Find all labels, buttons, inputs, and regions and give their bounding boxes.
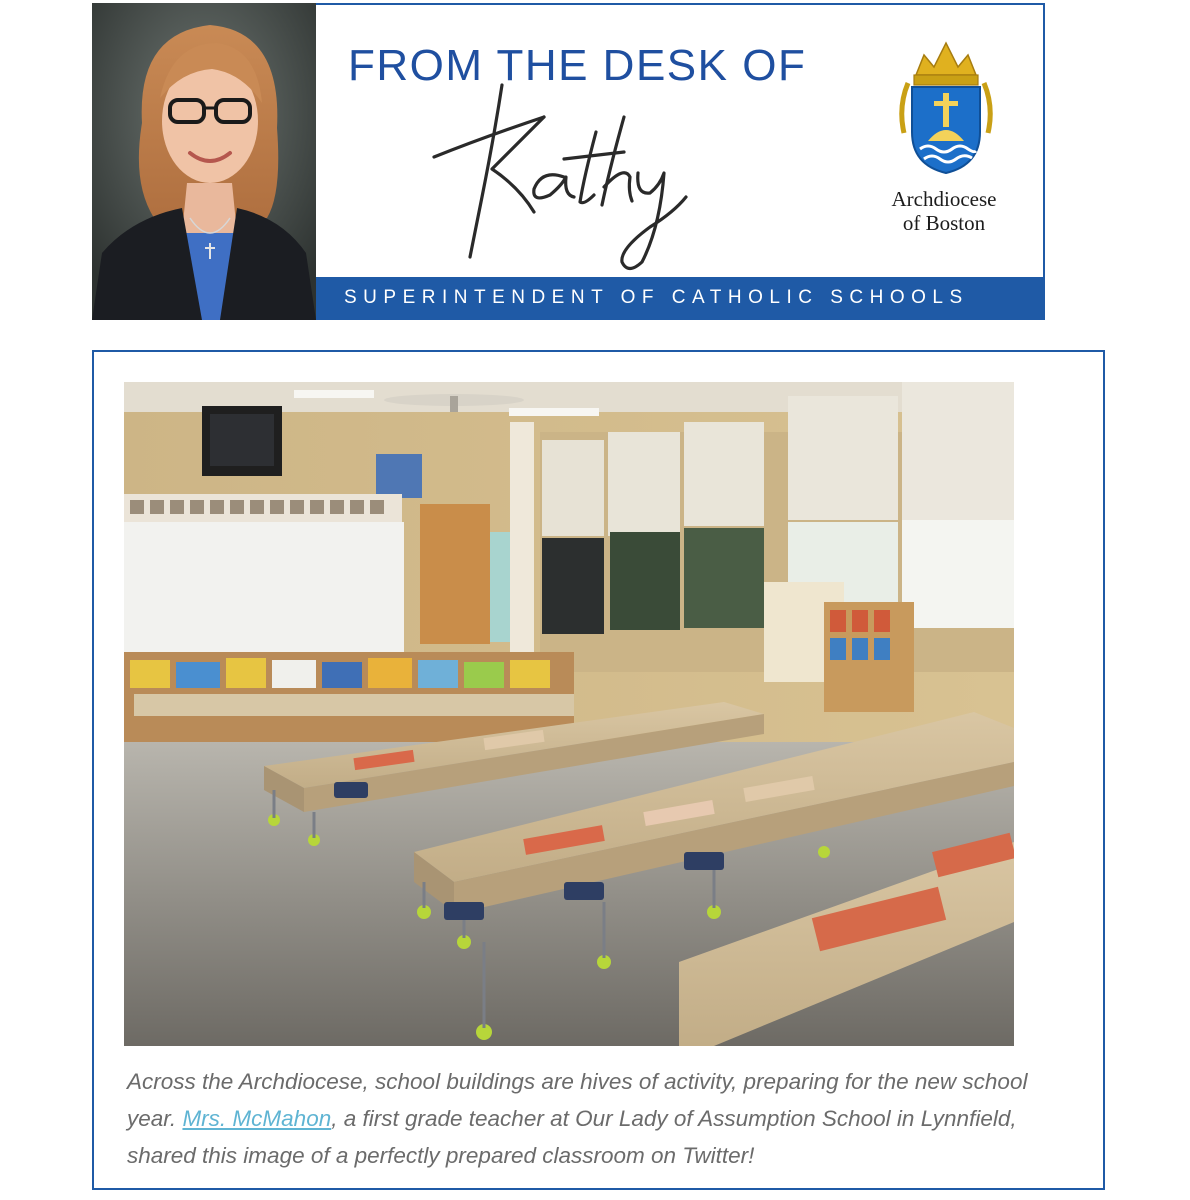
- article-card: [92, 350, 1105, 1190]
- archdiocese-name-line2: of Boston: [902, 211, 986, 235]
- caption-text-end: , a first grade teacher at Our Lady of Assumption School in Lynnfield, shared this image of a perfectly prepared classroom on Twitter!: [127, 1106, 1017, 1168]
- classroom-photo: [124, 382, 1014, 1046]
- mrs-mcmahon-link[interactable]: Mrs. McMahon: [182, 1106, 332, 1131]
- banner-subtitle-bar: [316, 277, 1045, 318]
- archdiocese-crest-icon: [894, 37, 998, 177]
- banner-title: FROM THE DESK OF: [348, 41, 807, 90]
- photo-caption: [127, 1063, 1077, 1174]
- kathy-signature: [424, 77, 704, 277]
- superintendent-portrait: [92, 3, 316, 320]
- archdiocese-name: [874, 187, 1014, 235]
- banner-subtitle: SUPERINTENDENT OF CATHOLIC SCHOOLS: [344, 287, 969, 308]
- header-banner: [92, 3, 1045, 320]
- archdiocese-name-line1: Archdiocese: [891, 187, 997, 211]
- caption-text-start: Across the Archdiocese, school buildings are hives of activity, preparing for the new school year.: [127, 1069, 1028, 1131]
